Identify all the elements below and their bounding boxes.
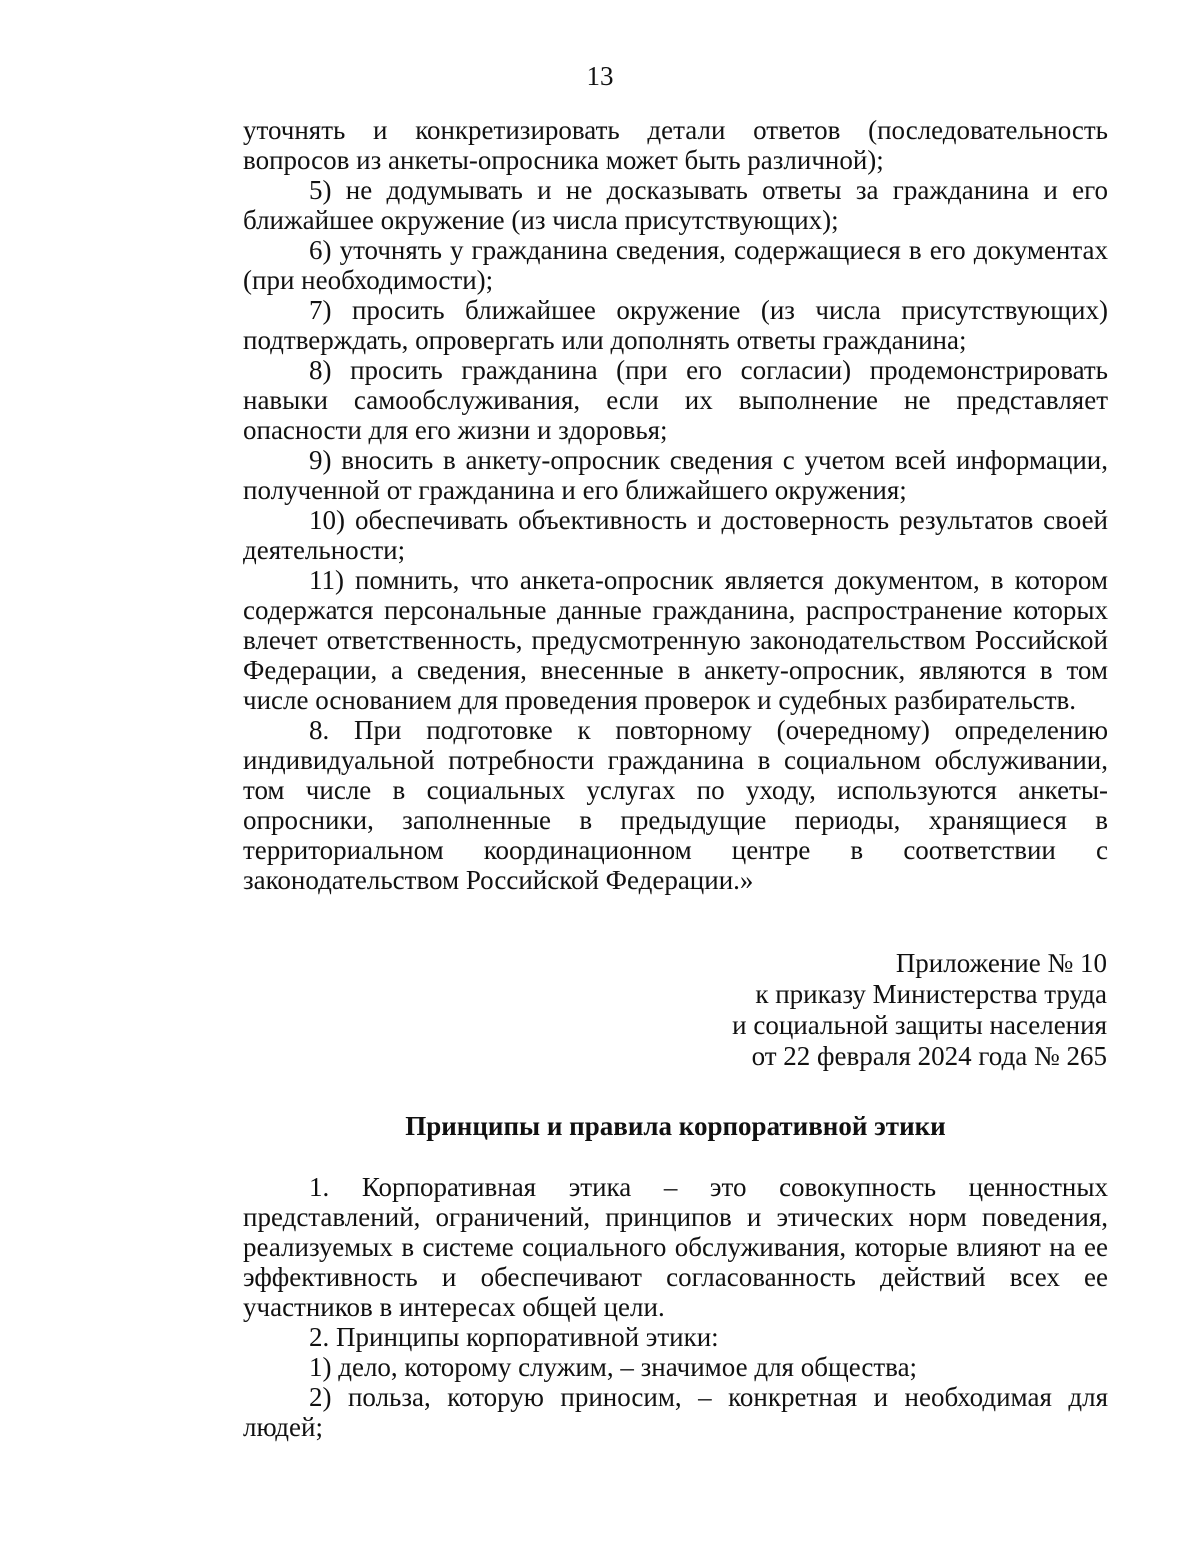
paragraph-item-9: 9) вносить в анкету-опросник сведения с учетом всей информации, полученной от гражданина и его ближайшего окружения;: [243, 445, 1108, 505]
appendix-header: [600, 948, 1107, 1072]
paragraph-principle-1: 1) дело, которому служим, – значимое для общества;: [309, 1352, 918, 1382]
section-title: Принципы и правила корпоративной этики: [405, 1111, 946, 1141]
paragraph-definition: 1. Корпоративная этика – это совокупность ценностных представлений, ограничений, принципов и этических норм поведения, реализуемых в системе социального обслуживания, которые влияют на ее эффективность и обеспечивают согласованность действий всех ее участников в интересах общей цели.: [243, 1172, 1108, 1322]
paragraph-item-8: 8) просить гражданина (при его согласии) продемонстрировать навыки самообслуживания, если их выполнение не представляет опасности для его жизни и здоровья;: [243, 355, 1108, 445]
appendix-order-ref: к приказу Министерства труда: [755, 979, 1107, 1009]
paragraph-item-11: 11) помнить, что анкета-опросник является документом, в котором содержатся персональные данные гражданина, распространение которых влечет ответственность, предусмотренную законодательством Российской Федерации, а сведения, внесенные в анкету-опросник, являются в том числе основанием для проведения проверок и судебных разбирательств.: [243, 565, 1108, 715]
paragraph-item-7: 7) просить ближайшее окружение (из числа присутствующих) подтверждать, опровергать или дополнять ответы гражданина;: [243, 295, 1108, 355]
page-number: 13: [586, 61, 614, 91]
continuation-text: [243, 115, 1108, 895]
paragraph-continuation: уточнять и конкретизировать детали ответов (последовательность вопросов из анкеты-опросника может быть различной);: [243, 115, 1108, 175]
ethics-text: [243, 1172, 1108, 1442]
paragraph-item-6: 6) уточнять у гражданина сведения, содержащиеся в его документах (при необходимости);: [243, 235, 1108, 295]
paragraph-principles-heading: 2. Принципы корпоративной этики:: [309, 1322, 719, 1352]
appendix-ministry: и социальной защиты населения: [732, 1010, 1107, 1040]
appendix-date: от 22 февраля 2024 года № 265: [751, 1041, 1107, 1071]
paragraph-point-8: 8. При подготовке к повторному (очередному) определению индивидуальной потребности гражданина в социальном обслуживании, том числе в социальных услугах по уходу, используются анкеты-опросники, заполненные в предыдущие периоды, хранящиеся в территориальном координационном центре в соответствии с законодательством Российской Федерации.»: [243, 715, 1108, 895]
paragraph-principle-2: 2) польза, которую приносим, – конкретная и необходимая для людей;: [243, 1382, 1108, 1442]
appendix-title: Приложение № 10: [895, 948, 1107, 978]
paragraph-item-5: 5) не додумывать и не досказывать ответы за гражданина и его ближайшее окружение (из числа присутствующих);: [243, 175, 1108, 235]
paragraph-item-10: 10) обеспечивать объективность и достоверность результатов своей деятельности;: [243, 505, 1108, 565]
